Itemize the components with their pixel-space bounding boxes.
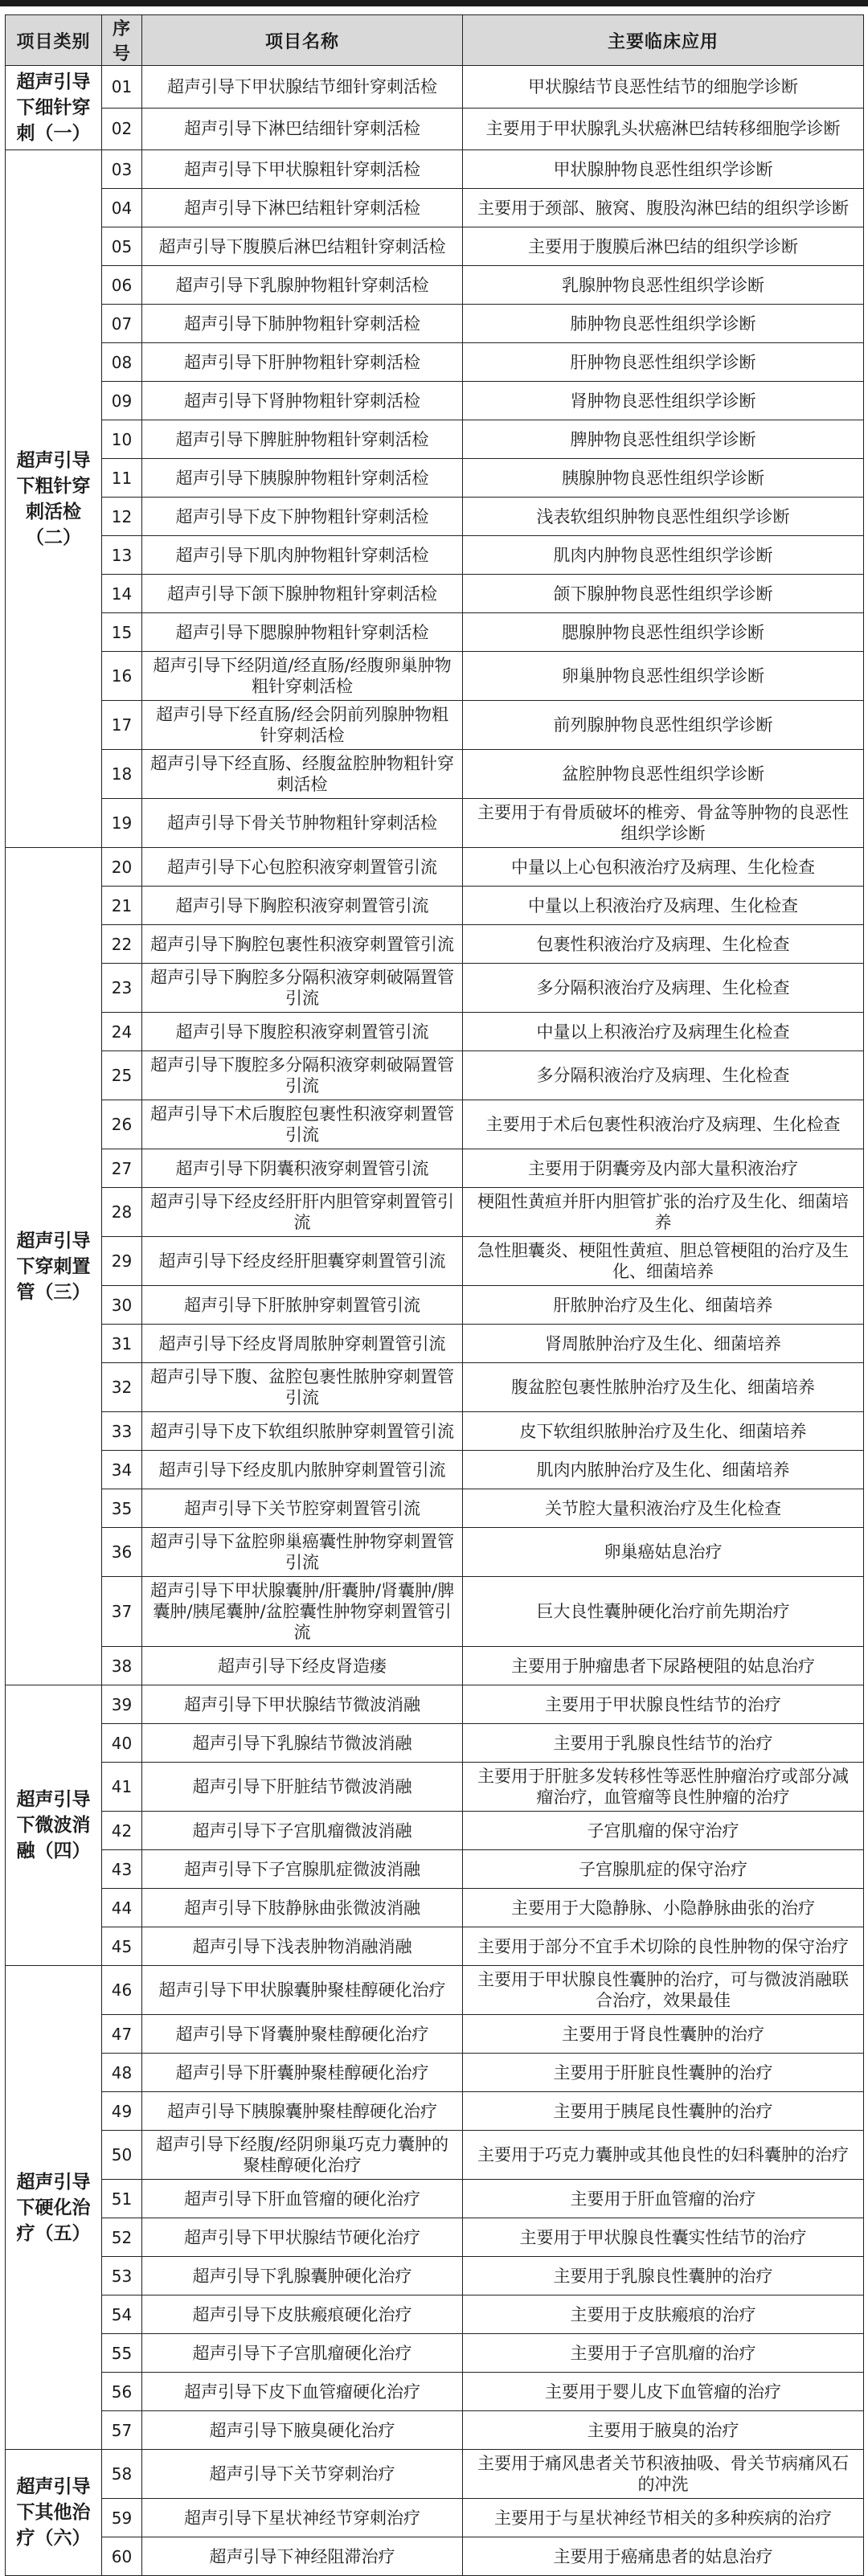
table-row [6,1286,864,1325]
row-number: 53 [102,2257,142,2295]
clinical-use: 主要用于与星状神经节相关的多种疾病的治疗 [463,2499,864,2537]
row-number: 58 [102,2450,142,2499]
table-row [6,305,864,343]
project-name: 超声引导下经皮肾造瘘 [142,1647,463,1685]
table-row [6,1237,864,1286]
row-number: 44 [102,1889,142,1927]
table-row [6,613,864,652]
project-name: 超声引导下关节穿刺治疗 [142,2450,463,2499]
row-number: 35 [102,1489,142,1528]
project-name: 超声引导下腹腔多分隔积液穿刺破隔置管引流 [142,1051,463,1100]
project-name: 超声引导下经直肠、经腹盆腔肿物粗针穿刺活检 [142,750,463,799]
clinical-use: 胰腺肿物良恶性组织学诊断 [463,459,864,498]
table-row [6,343,864,382]
clinical-use: 肌肉内肿物良恶性组织学诊断 [463,536,864,575]
row-number: 34 [102,1451,142,1489]
row-number: 08 [102,343,142,382]
project-name: 超声引导下经腹/经阴卵巢巧克力囊肿的聚桂醇硬化治疗 [142,2131,463,2180]
clinical-use: 肌肉内脓肿治疗及生化、细菌培养 [463,1451,864,1489]
project-name: 超声引导下胸腔多分隔积液穿刺破隔置管引流 [142,964,463,1013]
project-name: 超声引导下经皮肾周脓肿穿刺置管引流 [142,1325,463,1363]
table-row [6,2411,864,2450]
clinical-use: 腮腺肿物良恶性组织学诊断 [463,613,864,652]
table-row [6,2218,864,2257]
clinical-use: 主要用于肾良性囊肿的治疗 [463,2015,864,2054]
project-name: 超声引导下肝脓肿穿刺置管引流 [142,1286,463,1325]
row-number: 42 [102,1812,142,1850]
clinical-use: 主要用于乳腺良性囊肿的治疗 [463,2257,864,2295]
row-number: 11 [102,459,142,498]
row-number: 16 [102,652,142,701]
row-number: 29 [102,1237,142,1286]
project-name: 超声引导下甲状腺结节微波消融 [142,1685,463,1724]
table-row [6,2015,864,2054]
row-number: 28 [102,1188,142,1237]
row-number: 14 [102,575,142,613]
project-name: 超声引导下胸腔积液穿刺置管引流 [142,887,463,925]
project-name: 超声引导下乳腺结节微波消融 [142,1724,463,1763]
page-wrapper [0,6,868,2576]
clinical-use: 中量以上积液治疗及病理、生化检查 [463,887,864,925]
clinical-use: 子宫腺肌症的保守治疗 [463,1850,864,1889]
project-name: 超声引导下皮肤瘢痕硬化治疗 [142,2295,463,2334]
row-number: 56 [102,2373,142,2411]
row-number: 46 [102,1966,142,2015]
table-row [6,925,864,964]
clinical-use: 肺肿物良恶性组织学诊断 [463,305,864,343]
clinical-use: 主要用于术后包裹性积液治疗及病理、生化检查 [463,1100,864,1149]
clinical-use: 多分隔积液治疗及病理、生化检查 [463,1051,864,1100]
project-name: 超声引导下甲状腺囊肿/肝囊肿/肾囊肿/脾囊肿/胰尾囊肿/盆腔囊性肿物穿刺置管引流 [142,1577,463,1647]
table-body [6,66,864,2576]
table-row [6,1647,864,1685]
row-number: 30 [102,1286,142,1325]
project-name: 超声引导下腹、盆腔包裹性脓肿穿刺置管引流 [142,1363,463,1412]
project-name: 超声引导下经皮肌内脓肿穿刺置管引流 [142,1451,463,1489]
clinical-use: 主要用于乳腺良性结节的治疗 [463,1724,864,1763]
table-row [6,1412,864,1451]
table-row [6,420,864,459]
row-number: 05 [102,227,142,266]
row-number: 31 [102,1325,142,1363]
row-number: 15 [102,613,142,652]
table-row [6,2054,864,2092]
row-number: 24 [102,1013,142,1051]
clinical-use: 主要用于皮肤瘢痕的治疗 [463,2295,864,2334]
clinical-use: 卵巢癌姑息治疗 [463,1528,864,1577]
clinical-use: 乳腺肿物良恶性组织学诊断 [463,266,864,305]
table-row [6,1325,864,1363]
table-row [6,2295,864,2334]
project-name: 超声引导下乳腺肿物粗针穿刺活检 [142,266,463,305]
row-number: 03 [102,150,142,189]
project-name: 超声引导下盆腔卵巢癌囊性肿物穿刺置管引流 [142,1528,463,1577]
project-name: 超声引导下肝脏结节微波消融 [142,1763,463,1812]
project-name: 超声引导下颌下腺肿物粗针穿刺活检 [142,575,463,613]
header-clinical-use: 主要临床应用 [463,15,864,66]
clinical-use: 主要用于甲状腺良性囊实性结节的治疗 [463,2218,864,2257]
project-name: 超声引导下肾肿物粗针穿刺活检 [142,382,463,420]
clinical-use: 盆腔肿物良恶性组织学诊断 [463,750,864,799]
table-row [6,266,864,305]
clinical-use: 关节腔大量积液治疗及生化检查 [463,1489,864,1528]
table-row [6,2180,864,2218]
row-number: 55 [102,2334,142,2373]
project-name: 超声引导下肾囊肿聚桂醇硬化治疗 [142,2015,463,2054]
table-row [6,1451,864,1489]
row-number: 26 [102,1100,142,1149]
project-name: 超声引导下肢静脉曲张微波消融 [142,1889,463,1927]
row-number: 39 [102,1685,142,1724]
clinical-use: 中量以上积液治疗及病理生化检查 [463,1013,864,1051]
table-row [6,1100,864,1149]
clinical-use: 主要用于癌痛患者的姑息治疗 [463,2537,864,2576]
clinical-use: 肝脓肿治疗及生化、细菌培养 [463,1286,864,1325]
header-row [6,15,864,66]
row-number: 47 [102,2015,142,2054]
table-row [6,2131,864,2180]
table-row [6,1051,864,1100]
table-row [6,1489,864,1528]
clinical-use: 卵巢肿物良恶性组织学诊断 [463,652,864,701]
row-number: 22 [102,925,142,964]
row-number: 07 [102,305,142,343]
project-name: 超声引导下腮腺肿物粗针穿刺活检 [142,613,463,652]
clinical-use: 肾肿物良恶性组织学诊断 [463,382,864,420]
clinical-use: 主要用于有骨质破坏的椎旁、骨盆等肿物的良恶性组织学诊断 [463,799,864,848]
row-number: 21 [102,887,142,925]
clinical-use: 甲状腺肿物良恶性组织学诊断 [463,150,864,189]
project-name: 超声引导下肺肿物粗针穿刺活检 [142,305,463,343]
table-row [6,2334,864,2373]
table-row [6,498,864,536]
row-number: 41 [102,1763,142,1812]
clinical-use: 甲状腺结节良恶性结节的细胞学诊断 [463,66,864,109]
row-number: 49 [102,2092,142,2131]
project-name: 超声引导下皮下血管瘤硬化治疗 [142,2373,463,2411]
project-name: 超声引导下皮下肿物粗针穿刺活检 [142,498,463,536]
project-name: 超声引导下子宫肌瘤硬化治疗 [142,2334,463,2373]
row-number: 50 [102,2131,142,2180]
clinical-use: 多分隔积液治疗及病理、生化检查 [463,964,864,1013]
row-number: 40 [102,1724,142,1763]
category-cell: 超声引导下粗针穿刺活检（二） [6,150,102,848]
row-number: 37 [102,1577,142,1647]
row-number: 25 [102,1051,142,1100]
clinical-use: 颌下腺肿物良恶性组织学诊断 [463,575,864,613]
clinical-use: 主要用于肝脏良性囊肿的治疗 [463,2054,864,2092]
table-row [6,652,864,701]
clinical-use: 浅表软组织肿物良恶性组织学诊断 [463,498,864,536]
row-number: 18 [102,750,142,799]
table-row [6,150,864,189]
clinical-use: 包裹性积液治疗及病理、生化检查 [463,925,864,964]
clinical-use: 梗阻性黄疸并肝内胆管扩张的治疗及生化、细菌培养 [463,1188,864,1237]
project-name: 超声引导下肝囊肿聚桂醇硬化治疗 [142,2054,463,2092]
row-number: 33 [102,1412,142,1451]
row-number: 06 [102,266,142,305]
project-name: 超声引导下甲状腺结节硬化治疗 [142,2218,463,2257]
clinical-use: 主要用于肿瘤患者下尿路梗阻的姑息治疗 [463,1647,864,1685]
project-name: 超声引导下经阴道/经直肠/经腹卵巢肿物粗针穿刺活检 [142,652,463,701]
project-name: 超声引导下神经阻滞治疗 [142,2537,463,2576]
table-row [6,575,864,613]
category-cell: 超声引导下硬化治疗（五） [6,1966,102,2450]
row-number: 38 [102,1647,142,1685]
project-name: 超声引导下经皮经肝胆囊穿刺置管引流 [142,1237,463,1286]
project-name: 超声引导下骨关节肿物粗针穿刺活检 [142,799,463,848]
table-row [6,382,864,420]
project-name: 超声引导下皮下软组织脓肿穿刺置管引流 [142,1412,463,1451]
table-row [6,2092,864,2131]
table-row [6,108,864,150]
clinical-use: 主要用于胰尾良性囊肿的治疗 [463,2092,864,2131]
row-number: 13 [102,536,142,575]
ultrasound-procedures-table [5,14,864,2576]
top-border-bar [0,0,868,6]
category-cell: 超声引导下微波消融（四） [6,1685,102,1966]
project-name: 超声引导下淋巴结粗针穿刺活检 [142,189,463,227]
table-row [6,1528,864,1577]
clinical-use: 主要用于痛风患者关节积液抽吸、骨关节病痛风石的冲洗 [463,2450,864,2499]
project-name: 超声引导下胸腔包裹性积液穿刺置管引流 [142,925,463,964]
table-row [6,2450,864,2499]
table-row [6,536,864,575]
project-name: 超声引导下关节腔穿刺置管引流 [142,1489,463,1528]
row-number: 59 [102,2499,142,2537]
category-cell: 超声引导下穿刺置管（三） [6,848,102,1685]
row-number: 10 [102,420,142,459]
project-name: 超声引导下浅表肿物消融消融 [142,1927,463,1966]
project-name: 超声引导下甲状腺囊肿聚桂醇硬化治疗 [142,1966,463,2015]
project-name: 超声引导下阴囊积液穿刺置管引流 [142,1149,463,1188]
table-row [6,750,864,799]
clinical-use: 主要用于甲状腺良性囊肿的治疗，可与微波消融联合治疗，效果最佳 [463,1966,864,2015]
row-number: 12 [102,498,142,536]
clinical-use: 肝肿物良恶性组织学诊断 [463,343,864,382]
table-row [6,1577,864,1647]
clinical-use: 脾肿物良恶性组织学诊断 [463,420,864,459]
table-row [6,1763,864,1812]
clinical-use: 主要用于子宫肌瘤的治疗 [463,2334,864,2373]
project-name: 超声引导下甲状腺结节细针穿刺活检 [142,66,463,109]
table-row [6,1149,864,1188]
project-name: 超声引导下腹膜后淋巴结粗针穿刺活检 [142,227,463,266]
row-number: 57 [102,2411,142,2450]
clinical-use: 主要用于阴囊旁及内部大量积液治疗 [463,1149,864,1188]
clinical-use: 主要用于肝脏多发转移性等恶性肿瘤治疗或部分减瘤治疗，血管瘤等良性肿瘤的治疗 [463,1763,864,1812]
table-row [6,799,864,848]
clinical-use: 肾周脓肿治疗及生化、细菌培养 [463,1325,864,1363]
row-number: 27 [102,1149,142,1188]
row-number: 51 [102,2180,142,2218]
row-number: 23 [102,964,142,1013]
table-row [6,2257,864,2295]
table-row [6,701,864,750]
clinical-use: 主要用于腋臭的治疗 [463,2411,864,2450]
project-name: 超声引导下星状神经节穿刺治疗 [142,2499,463,2537]
project-name: 超声引导下肝肿物粗针穿刺活检 [142,343,463,382]
table-row [6,1812,864,1850]
project-name: 超声引导下腋臭硬化治疗 [142,2411,463,2450]
row-number: 04 [102,189,142,227]
project-name: 超声引导下甲状腺粗针穿刺活检 [142,150,463,189]
table-row [6,964,864,1013]
table-row [6,1850,864,1889]
clinical-use: 巨大良性囊肿硬化治疗前先期治疗 [463,1577,864,1647]
project-name: 超声引导下经皮经肝肝内胆管穿刺置管引流 [142,1188,463,1237]
row-number: 54 [102,2295,142,2334]
row-number: 19 [102,799,142,848]
table-row [6,1927,864,1966]
table-row [6,66,864,109]
project-name: 超声引导下乳腺囊肿硬化治疗 [142,2257,463,2295]
row-number: 48 [102,2054,142,2092]
header-project-name: 项目名称 [142,15,463,66]
clinical-use: 主要用于颈部、腋窝、腹股沟淋巴结的组织学诊断 [463,189,864,227]
clinical-use: 主要用于肝血管瘤的治疗 [463,2180,864,2218]
clinical-use: 主要用于婴儿皮下血管瘤的治疗 [463,2373,864,2411]
header-category: 项目类别 [6,15,102,66]
category-cell: 超声引导下细针穿刺（一） [6,66,102,150]
table-row [6,2499,864,2537]
clinical-use: 中量以上心包积液治疗及病理、生化检查 [463,848,864,887]
table-row [6,227,864,266]
table-row [6,1188,864,1237]
project-name: 超声引导下肝血管瘤的硬化治疗 [142,2180,463,2218]
project-name: 超声引导下肌肉肿物粗针穿刺活检 [142,536,463,575]
row-number: 45 [102,1927,142,1966]
table-row [6,1363,864,1412]
table-row [6,189,864,227]
project-name: 超声引导下术后腹腔包裹性积液穿刺置管引流 [142,1100,463,1149]
clinical-use: 急性胆囊炎、梗阻性黄疸、胆总管梗阻的治疗及生化、细菌培养 [463,1237,864,1286]
clinical-use: 主要用于巧克力囊肿或其他良性的妇科囊肿的治疗 [463,2131,864,2180]
clinical-use: 主要用于甲状腺良性结节的治疗 [463,1685,864,1724]
project-name: 超声引导下淋巴结细针穿刺活检 [142,108,463,150]
row-number: 02 [102,108,142,150]
clinical-use: 子宫肌瘤的保守治疗 [463,1812,864,1850]
row-number: 52 [102,2218,142,2257]
project-name: 超声引导下子宫腺肌症微波消融 [142,1850,463,1889]
table-row [6,848,864,887]
row-number: 43 [102,1850,142,1889]
row-number: 20 [102,848,142,887]
clinical-use: 主要用于腹膜后淋巴结的组织学诊断 [463,227,864,266]
project-name: 超声引导下腹腔积液穿刺置管引流 [142,1013,463,1051]
row-number: 60 [102,2537,142,2576]
row-number: 17 [102,701,142,750]
row-number: 32 [102,1363,142,1412]
row-number: 36 [102,1528,142,1577]
header-number: 序号 [102,15,142,66]
row-number: 01 [102,66,142,109]
table-row [6,1966,864,2015]
table-row [6,1724,864,1763]
table-row [6,459,864,498]
project-name: 超声引导下经直肠/经会阴前列腺肿物粗针穿刺活检 [142,701,463,750]
clinical-use: 皮下软组织脓肿治疗及生化、细菌培养 [463,1412,864,1451]
clinical-use: 主要用于部分不宜手术切除的良性肿物的保守治疗 [463,1927,864,1966]
clinical-use: 前列腺肿物良恶性组织学诊断 [463,701,864,750]
table-row [6,1685,864,1724]
clinical-use: 主要用于大隐静脉、小隐静脉曲张的治疗 [463,1889,864,1927]
project-name: 超声引导下心包腔积液穿刺置管引流 [142,848,463,887]
category-cell: 超声引导下其他治疗（六） [6,2450,102,2576]
project-name: 超声引导下胰腺肿物粗针穿刺活检 [142,459,463,498]
table-row [6,887,864,925]
clinical-use: 腹盆腔包裹性脓肿治疗及生化、细菌培养 [463,1363,864,1412]
project-name: 超声引导下脾脏肿物粗针穿刺活检 [142,420,463,459]
row-number: 09 [102,382,142,420]
project-name: 超声引导下子宫肌瘤微波消融 [142,1812,463,1850]
table-row [6,1013,864,1051]
clinical-use: 主要用于甲状腺乳头状癌淋巴结转移细胞学诊断 [463,108,864,150]
project-name: 超声引导下胰腺囊肿聚桂醇硬化治疗 [142,2092,463,2131]
table-row [6,2537,864,2576]
table-row [6,1889,864,1927]
table-row [6,2373,864,2411]
